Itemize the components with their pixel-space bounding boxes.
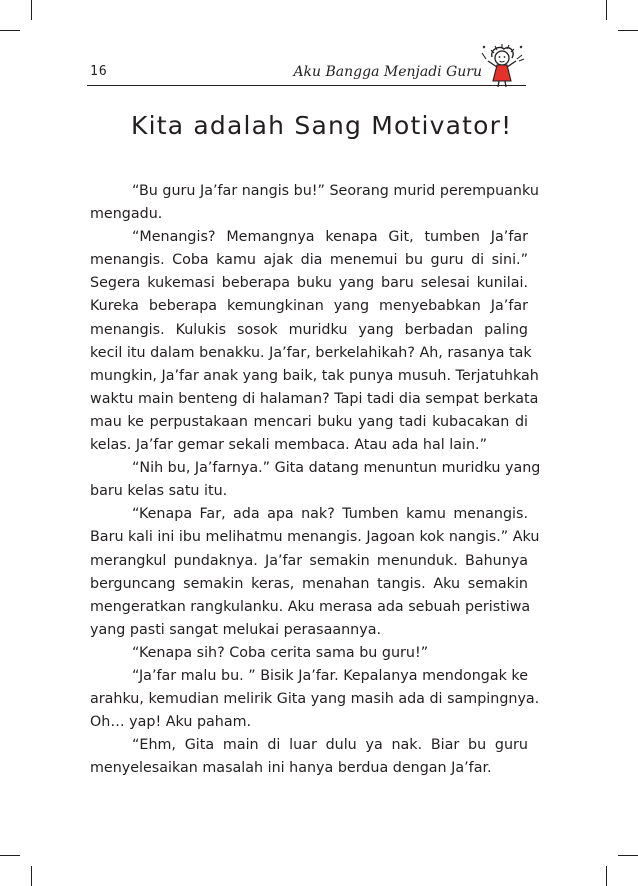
crop-mark	[31, 866, 32, 886]
text-line: yang pasti sangat melukai perasaannya.	[90, 621, 381, 638]
teacher-cartoon-icon	[478, 43, 526, 89]
text-line: kecil itu dalam benakku. Ja’far, berkelahikah? Ah, rasanya tak	[90, 344, 532, 361]
text-line: “Menangis? Memangnya kenapa Git, tumben Ja’far	[132, 229, 528, 246]
text-line: “Ja’far malu bu. ” Bisik Ja’far. Kepalanya mendongak ke	[132, 667, 528, 684]
paragraph	[90, 642, 528, 665]
paragraph	[90, 665, 540, 734]
crop-mark	[618, 855, 638, 856]
paragraph	[90, 503, 540, 642]
text-line: “Ehm, Gita main di luar dulu ya nak. Biar bu guru	[132, 737, 528, 754]
crop-mark	[606, 866, 607, 886]
text-line: “Kenapa sih? Coba cerita sama bu guru!”	[132, 644, 429, 661]
crop-mark	[618, 30, 638, 31]
crop-mark	[0, 30, 20, 31]
text-line: mau ke perpustakaan mencari buku yang tadi kubacakan di	[90, 413, 528, 430]
text-line: arahku, kemudian melirik Gita yang masih ada di sampingnya.	[90, 691, 540, 708]
text-line: mengeratkan rangkulanku. Aku merasa ada sebuah peristiwa	[90, 598, 531, 615]
paragraph	[90, 457, 541, 503]
text-line: Segera kukemasi beberapa buku yang baru selesai kunilai.	[90, 275, 528, 292]
text-line: waktu main benteng di halaman? Tapi tadi dia sempat berkata	[90, 390, 539, 407]
text-line: “Bu guru Ja’far nangis bu!” Seorang murid perempuanku	[132, 183, 539, 199]
body-text	[90, 180, 541, 780]
paragraph	[90, 734, 528, 780]
text-line: menangis. Coba kamu ajak dia menemui bu guru di sini.”	[90, 252, 528, 269]
text-line: Baru kali ini ibu melihatmu menangis. Jagoan kok nangis.” Aku	[90, 529, 540, 546]
paragraph	[90, 180, 539, 226]
text-line: Oh… yap! Aku paham.	[90, 714, 252, 731]
chapter-title: Kita adalah Sang Motivator!	[131, 111, 513, 140]
text-line: baru kelas satu itu.	[90, 483, 228, 500]
paragraph	[90, 226, 539, 457]
page-number: 16	[90, 64, 108, 79]
text-line: Kureka beberapa kemungkinan yang menyebabkan Ja’far	[90, 298, 528, 315]
crop-mark	[31, 0, 32, 20]
text-line: kelas. Ja’far gemar sekali membaca. Atau ada hal lain.”	[90, 437, 487, 454]
text-line: “Kenapa Far, ada apa nak? Tumben kamu menangis.	[132, 506, 528, 523]
text-line: mengadu.	[90, 206, 163, 223]
text-line: mungkin, Ja’far anak yang baik, tak punya musuh. Terjatuhkah	[90, 367, 539, 384]
crop-mark	[0, 855, 20, 856]
crop-mark	[606, 0, 607, 20]
running-head: Aku Bangga Menjadi Guru	[293, 64, 482, 80]
text-line: menangis. Kulukis sosok muridku yang berbadan paling	[90, 321, 528, 338]
text-line: merangkul pundaknya. Ja’far semakin menunduk. Bahunya	[90, 552, 528, 569]
text-line: berguncang semakin keras, menahan tangis. Aku semakin	[90, 575, 528, 592]
text-line: menyelesaikan masalah ini hanya berdua dengan Ja’far.	[90, 760, 492, 777]
header-rule	[87, 85, 526, 86]
text-line: “Nih bu, Ja’farnya.” Gita datang menuntun muridku yang	[132, 460, 541, 477]
